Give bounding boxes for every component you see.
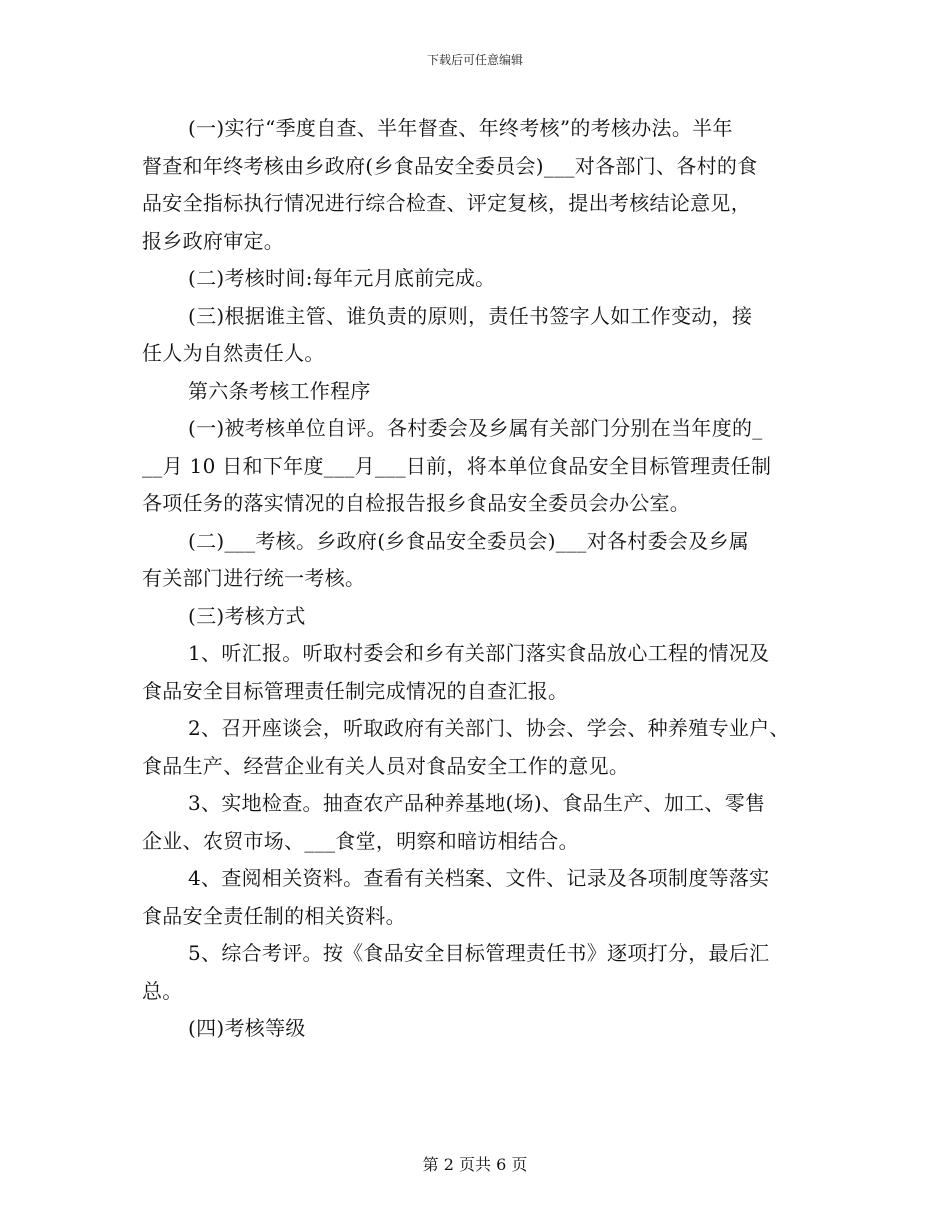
text-line: 3、实地检查。抽查农产品种养基地(场)、食品生产、加工、零售 (188, 791, 766, 815)
paragraph (142, 935, 822, 1010)
text-line: 任人为自然责任人。 (142, 341, 325, 365)
text-line: (三)考核方式 (188, 603, 306, 628)
text-line: 第六条考核工作程序 (188, 378, 371, 403)
paragraph (142, 298, 822, 373)
text-line: (一)实行“季度自查、半年督查、年终考核”的考核办法。半年 (188, 116, 733, 140)
page-number: 第 2 页共 6 页 (422, 1155, 528, 1174)
text-line: 有关部门进行统一考核。 (142, 566, 366, 590)
text-line: 食品生产、经营企业有关人员对食品安全工作的意见。 (142, 753, 630, 778)
paragraph (142, 598, 822, 636)
text-line: (三)根据谁主管、谁负责的原则，责任书签字人如工作变动，接 (188, 303, 753, 328)
text-line: (二)考核时间:每年元月底前完成。 (188, 266, 496, 290)
text-line: 1、听汇报。听取村委会和乡有关部门落实食品放心工程的情况及 (188, 641, 770, 665)
text-line: (四)考核等级 (188, 1016, 306, 1040)
text-line: 各项任务的落实情况的自检报告报乡食品安全委员会办公室。 (142, 491, 691, 515)
paragraph (142, 410, 822, 523)
text-line: 2、召开座谈会，听取政府有关部门、协会、学会、种养殖专业户、 (188, 716, 790, 740)
text-line: 食品安全责任制的相关资料。 (142, 903, 406, 928)
text-line: __月 10 日和下年度___月___日前，将本单位食品安全目标管理责任制 (142, 453, 772, 478)
section-heading (142, 373, 822, 411)
paragraph (142, 260, 822, 298)
document-body (142, 110, 822, 1048)
page-header: 下载后可任意编辑 (426, 53, 523, 67)
paragraph (142, 523, 822, 598)
text-line: 食品安全目标管理责任制完成情况的自查汇报。 (142, 678, 569, 703)
text-line: 总。 (142, 978, 183, 1003)
text-line: 4、查阅相关资料。查看有关档案、文件、记录及各项制度等落实 (188, 866, 770, 890)
paragraph (142, 1010, 822, 1048)
paragraph (142, 635, 822, 710)
paragraph (142, 785, 822, 860)
text-line: 督查和年终考核由乡政府(乡食品安全委员会)___对各部门、各村的食 (142, 153, 758, 178)
paragraph (142, 860, 822, 935)
text-line: 报乡政府审定。 (142, 228, 285, 253)
text-line: 品安全指标执行情况进行综合检查、评定复核，提出考核结论意见， (142, 191, 751, 215)
paragraph (142, 710, 822, 785)
text-line: 企业、农贸市场、___食堂，明察和暗访相结合。 (142, 828, 579, 853)
paragraph (142, 110, 822, 260)
text-line: (二)___考核。乡政府(乡食品安全委员会)___对各村委会及乡属 (188, 528, 750, 553)
text-line: 5、综合考评。按《食品安全目标管理责任书》逐项打分，最后汇 (188, 941, 770, 965)
text-line: (一)被考核单位自评。各村委会及乡属有关部门分别在当年度的_ (188, 416, 763, 440)
